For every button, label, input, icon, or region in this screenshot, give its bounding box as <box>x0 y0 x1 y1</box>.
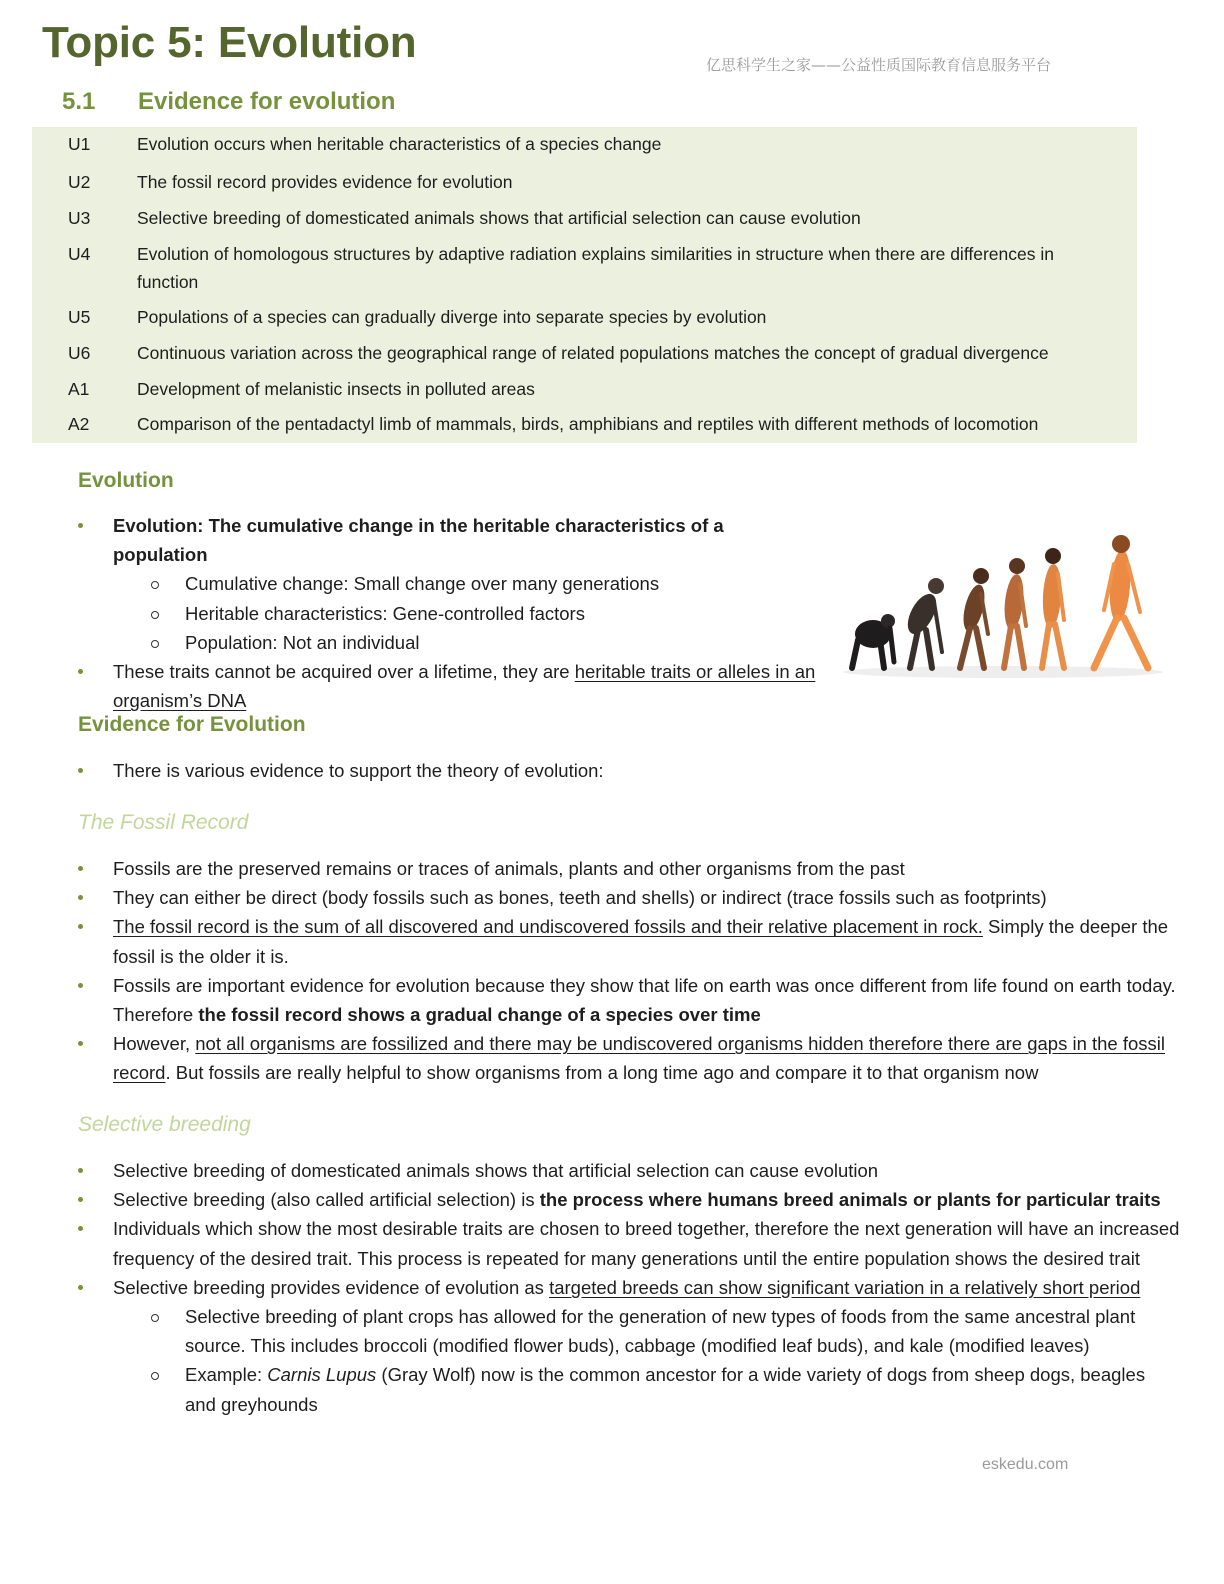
evidence-heading: Evidence for Evolution <box>78 713 306 736</box>
evidence-list <box>0 756 1180 785</box>
breeding-sub-point-2: Example: <box>185 1364 268 1386</box>
traits-text: These traits cannot be acquired over a lifetime, they are <box>113 661 575 683</box>
understanding-text: Evolution of homologous structures by adaptive radiation explains similarities in structure when there are differences in function <box>137 244 1054 292</box>
circle-bullet-icon <box>151 1314 159 1322</box>
ape-figure-1 <box>852 614 895 668</box>
list-item <box>0 883 1180 912</box>
fossil-point-5-underlined: not all organisms are fossilized and there may be undiscovered organisms hidden therefore there are gaps in the fossil record <box>113 1033 1165 1084</box>
section-heading <box>62 88 395 116</box>
circle-bullet-icon <box>151 1372 159 1380</box>
section-title: Evidence for evolution <box>138 88 396 115</box>
fossil-point-4-bold: the fossil record shows a gradual change of a species over time <box>198 1004 761 1026</box>
fossil-point-2: They can either be direct (body fossils such as bones, teeth and shells) or indirect (trace fossils such as footprints) <box>113 887 1047 909</box>
application-text: Comparison of the pentadactyl limb of mammals, birds, amphibians and reptiles with different methods of locomotion <box>137 414 1039 434</box>
breeding-point-4-underlined: targeted breeds can show significant variation in a relatively short period <box>549 1276 1141 1298</box>
evolution-list <box>0 511 822 715</box>
ape-figure-2 <box>902 578 944 668</box>
list-item <box>0 756 1180 785</box>
understanding-text: Selective breeding of domesticated animals shows that artificial selection can cause evolution <box>137 208 861 228</box>
list-item <box>0 1029 1180 1087</box>
list-item <box>0 854 1180 883</box>
breeding-point-4: Selective breeding provides evidence of evolution as <box>113 1276 550 1298</box>
list-item <box>0 511 822 657</box>
fossil-list <box>0 854 1180 1088</box>
species-name: Carnis Lupus <box>267 1364 377 1386</box>
application-code: A2 <box>68 414 90 434</box>
breeding-sub-point-2-rest: (Gray Wolf) now is the common ancestor for a wide variety of dogs from sheep dogs, beagles and greyhounds <box>185 1364 1146 1415</box>
understanding-code: U6 <box>68 343 91 363</box>
bullet-icon <box>78 669 83 674</box>
footer-watermark: eskedu.com <box>982 1456 1069 1473</box>
sub-list <box>113 1302 1180 1419</box>
understanding-code: U5 <box>68 307 91 327</box>
understanding-text: Populations of a species can gradually diverge into separate species by evolution <box>137 307 767 327</box>
bullet-icon <box>78 924 83 929</box>
list-item <box>0 1214 1180 1272</box>
breeding-list <box>0 1156 1180 1419</box>
bullet-icon <box>78 1168 83 1173</box>
circle-bullet-icon <box>151 640 159 648</box>
bullet-icon <box>78 1226 83 1231</box>
bullet-icon <box>78 1285 83 1290</box>
bullet-icon <box>78 866 83 871</box>
sub-list-item <box>113 628 822 657</box>
sub-list-item <box>113 599 822 628</box>
list-item <box>0 1185 1180 1214</box>
circle-bullet-icon <box>151 611 159 619</box>
evolution-heading: Evolution <box>78 469 174 492</box>
bullet-icon <box>78 768 83 773</box>
human-figure-5 <box>1041 548 1064 668</box>
hominid-figure-3 <box>959 568 989 668</box>
fossil-point-1: Fossils are the preserved remains or traces of animals, plants and other organisms from the past <box>113 858 905 879</box>
sub-point-text: Heritable characteristics: Gene-controlled factors <box>185 602 585 624</box>
list-item <box>0 1156 1180 1185</box>
bullet-icon <box>78 895 83 900</box>
fossil-point-5: However, <box>113 1033 196 1055</box>
evidence-intro: There is various evidence to support the theory of evolution: <box>113 760 604 781</box>
sub-point-text: Population: Not an individual <box>185 631 420 653</box>
sub-list-item <box>113 569 822 598</box>
breeding-heading: Selective breeding <box>78 1113 251 1136</box>
understanding-text: Evolution occurs when heritable characteristics of a species change <box>137 134 662 154</box>
human-figure-6 <box>1094 535 1148 668</box>
section-number: 5.1 <box>62 88 96 115</box>
fossil-point-5-rest: . But fossils are really helpful to show organisms from a long time ago and compare it to that organism now <box>165 1062 1039 1084</box>
evolution-definition: Evolution: The cumulative change in the heritable characteristics of a population <box>113 515 724 566</box>
understanding-text: The fossil record provides evidence for evolution <box>137 172 513 192</box>
understanding-code: U3 <box>68 208 91 228</box>
fossil-point-3-rest: Simply the deeper the fossil is the older it is. <box>113 916 1169 967</box>
breeding-point-3: Individuals which show the most desirable traits are chosen to breed together, therefore the next generation will have an increased frequency of the desired trait. This process is repeated for many generations until the entire population shows the desired trait <box>113 1218 1180 1269</box>
list-item <box>0 912 1180 970</box>
breeding-sub-point-1: Selective breeding of plant crops has allowed for the generation of new types of foods from the same ancestral plant source. This includes broccoli (modified flower buds), cabbage (modified leaf buds), and kale (modified leaves) <box>185 1306 1136 1357</box>
sub-list-item <box>113 1302 1180 1360</box>
understanding-text: Continuous variation across the geographical range of related populations matches the concept of gradual divergence <box>137 343 1049 363</box>
page-title: Topic 5: Evolution <box>42 18 417 67</box>
sub-list <box>113 569 822 657</box>
fossil-point-4: Fossils are important evidence for evolution because they show that life on earth was once different from life found on earth today. Therefore <box>113 974 1176 1026</box>
bullet-icon <box>78 983 83 988</box>
breeding-point-1: Selective breeding of domesticated animals shows that artificial selection can cause evolution <box>113 1160 879 1181</box>
breeding-point-2: Selective breeding (also called artificial selection) is <box>113 1189 540 1211</box>
sub-list-item <box>113 1360 1180 1418</box>
list-item <box>0 971 1180 1029</box>
list-item <box>0 657 822 715</box>
understanding-code: U4 <box>68 244 91 264</box>
understandings-table <box>32 127 1137 443</box>
hominid-figure-4 <box>1002 558 1026 668</box>
traits-underlined: heritable traits or alleles in an organism’s DNA <box>113 661 816 712</box>
bullet-icon <box>78 1041 83 1046</box>
evolution-illustration <box>838 522 1168 684</box>
application-text: Development of melanistic insects in polluted areas <box>137 379 535 399</box>
fossil-point-3-underlined: The fossil record is the sum of all discovered and undiscovered fossils and their relative placement in rock. <box>113 916 983 938</box>
header-watermark: 亿思科学生之家——公益性质国际教育信息服务平台 <box>706 56 1052 74</box>
bullet-icon <box>78 1197 83 1202</box>
sub-point-text: Cumulative change: Small change over many generations <box>185 573 660 595</box>
list-item <box>0 1273 1180 1419</box>
breeding-point-2-bold: the process where humans breed animals or plants for particular traits <box>539 1189 1161 1211</box>
understanding-code: U1 <box>68 134 91 154</box>
bullet-icon <box>78 523 83 528</box>
fossil-heading: The Fossil Record <box>78 811 249 834</box>
application-code: A1 <box>68 379 90 399</box>
circle-bullet-icon <box>151 581 159 589</box>
understanding-code: U2 <box>68 172 91 192</box>
